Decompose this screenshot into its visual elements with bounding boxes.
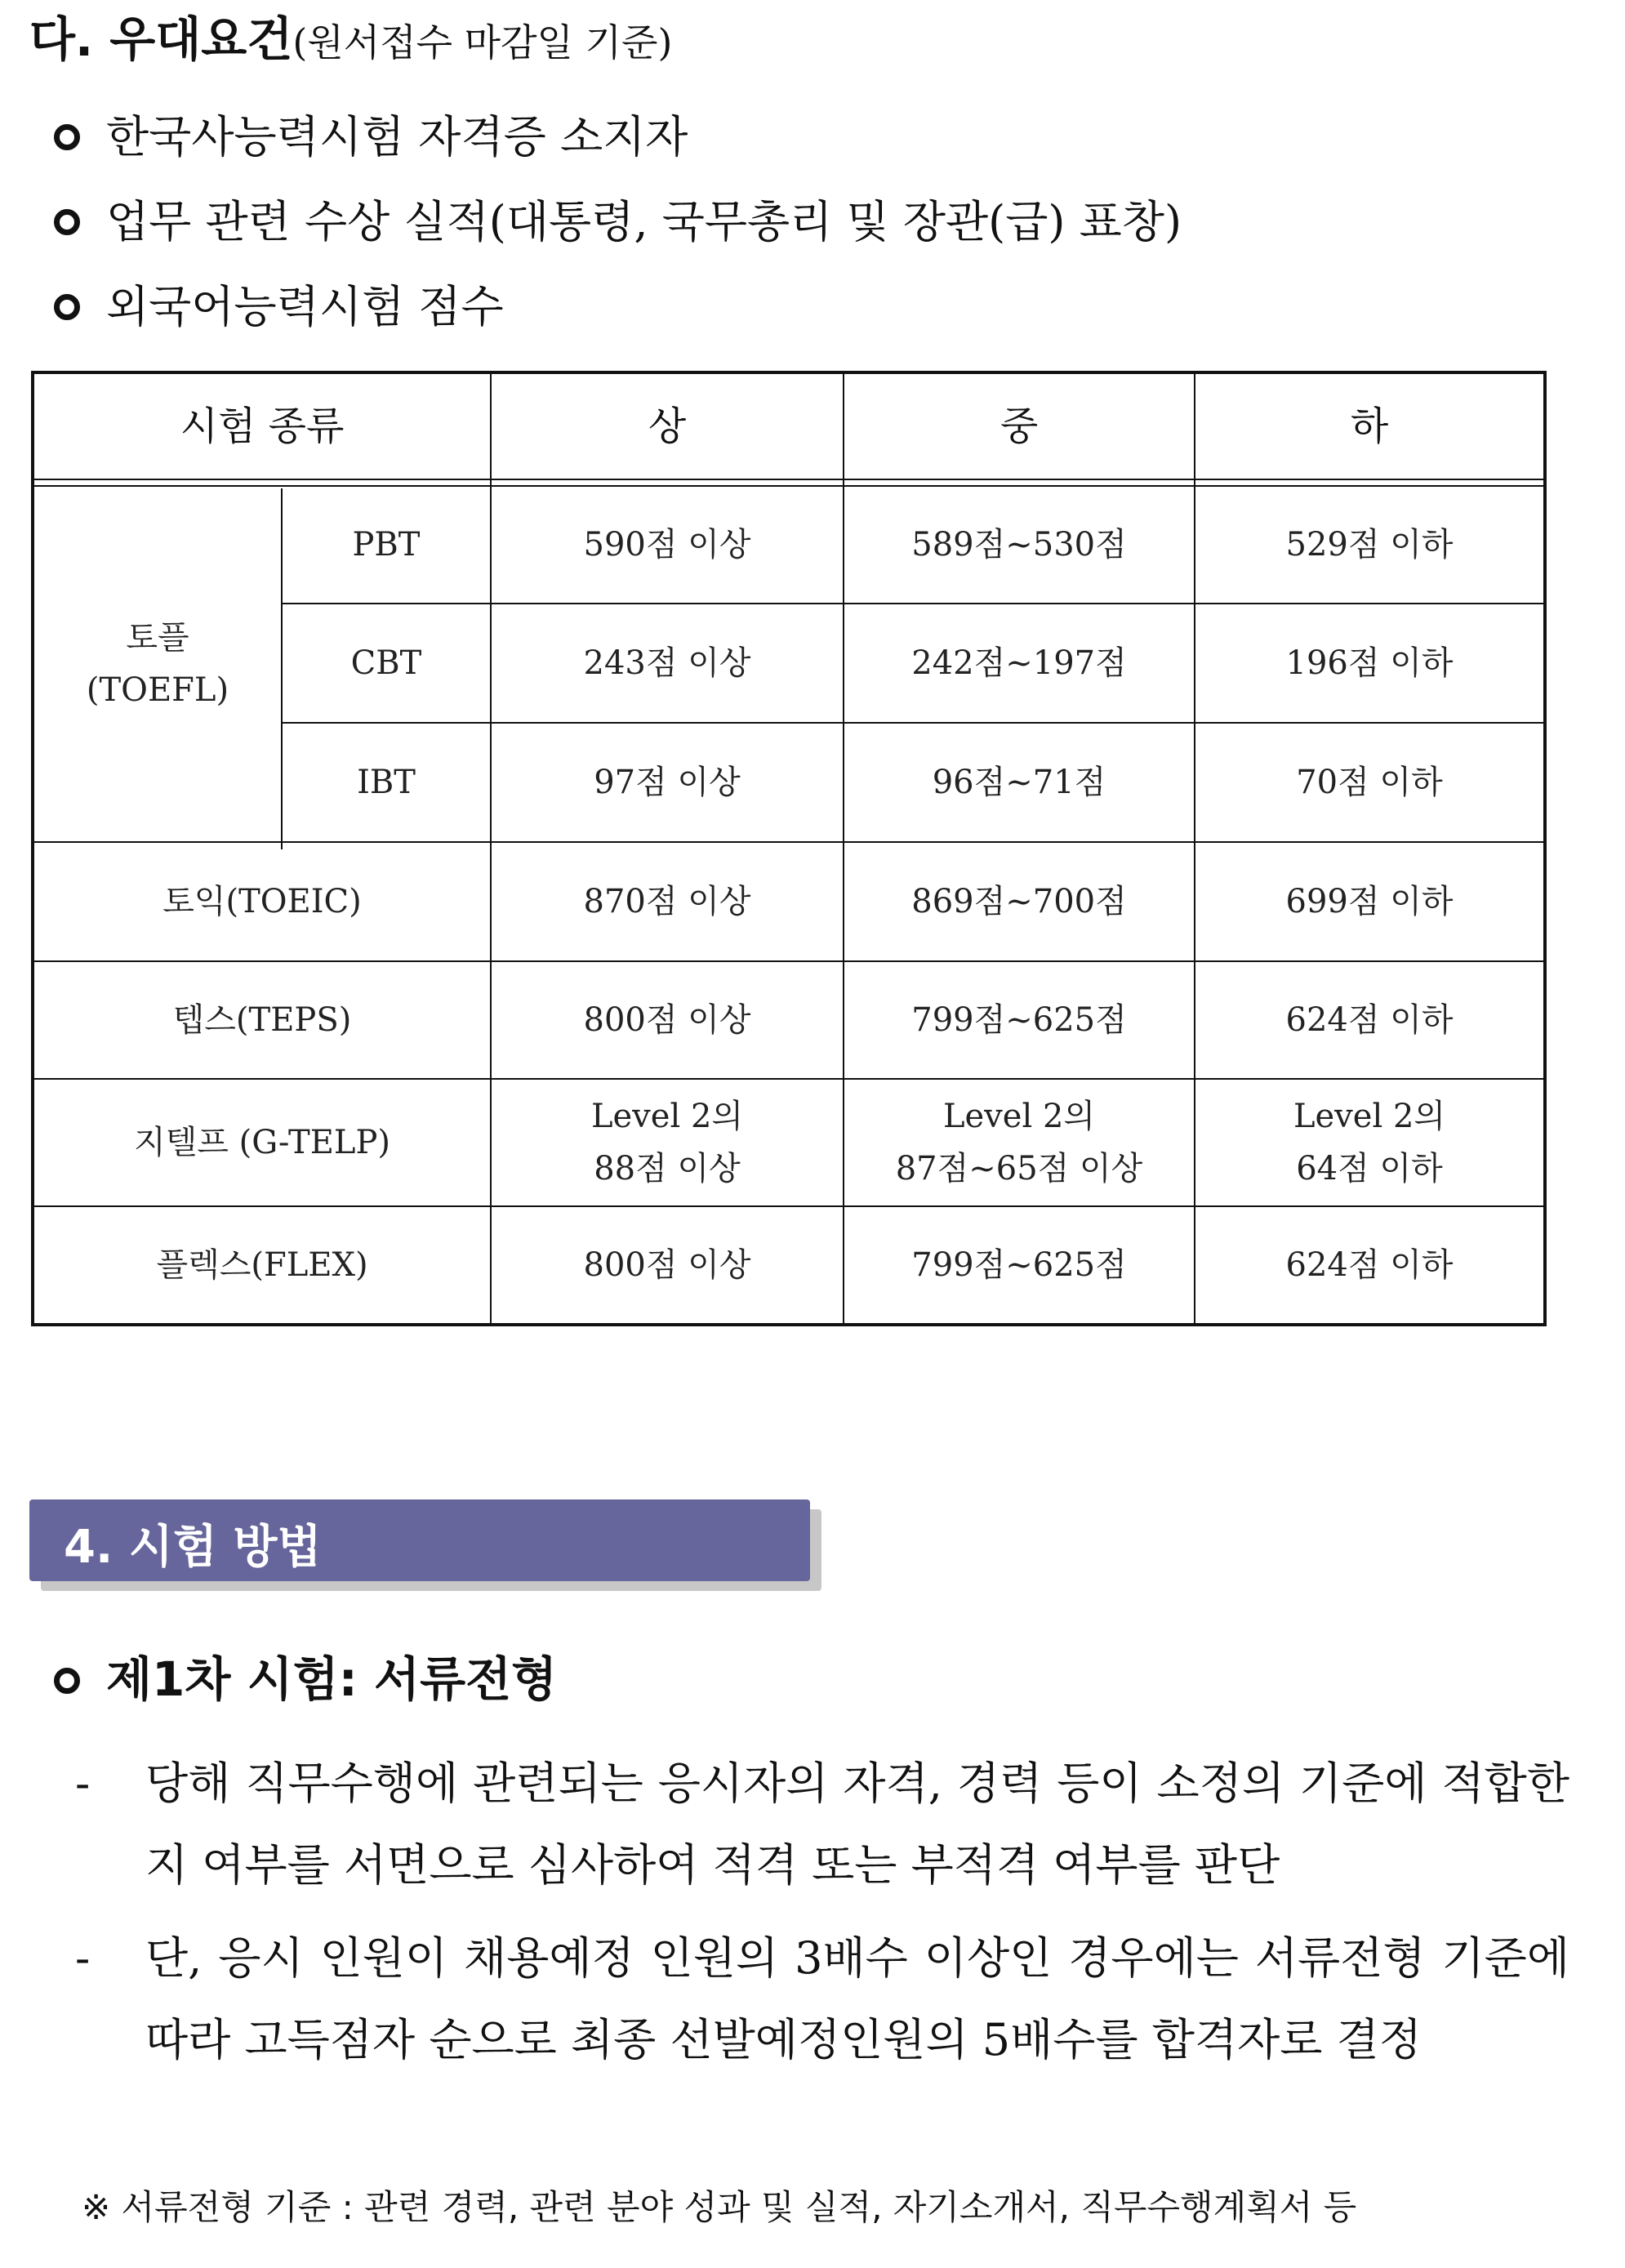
- table-cell: 799점~625점: [911, 1246, 1127, 1284]
- preference-text: 한국사능력시험 자격증 소지자: [106, 111, 688, 163]
- criteria-note: ※ 서류전형 기준 : 관련 경력, 관련 분야 성과 및 실적, 자기소개서, 직무수행계획서 등: [82, 2187, 1357, 2227]
- toefl-sub-label: CBT: [350, 644, 422, 682]
- toefl-sub-label: IBT: [357, 764, 416, 801]
- dash-marker: -: [75, 1758, 91, 1809]
- table-cell: 870점 이상: [583, 883, 751, 920]
- header-exam-type: 시험 종류: [180, 403, 345, 449]
- preference-text: 업무 관련 수상 실적(대통령, 국무총리 및 장관(급) 표창): [106, 196, 1182, 247]
- table-cell: 590점 이상: [583, 526, 751, 564]
- table-cell: 869점~700점: [911, 883, 1127, 920]
- preference-text: 외국어능력시험 점수: [106, 281, 504, 332]
- section-heading: [29, 7, 672, 75]
- stage1-heading: [54, 1646, 557, 1712]
- stage1-item: [75, 1918, 1569, 2081]
- stage1-item-text: 당해 직무수행에 관련되는 응시자의 자격, 경력 등이 소정의 기준에 적합한지 여부를 서면으로 심사하여 적격 또는 부적격 여부를 판단: [145, 1758, 1569, 1891]
- table-cell: 800점 이상: [583, 1246, 751, 1284]
- stage1-item-text: 단, 응시 인원이 채용예정 인원의 3배수 이상인 경우에는 서류전형 기준에 따라 고득점자 순으로 최종 선발예정인원의 5배수를 합격자로 결정: [145, 1932, 1569, 2065]
- exam-name: 지텔프 (G-TELP): [134, 1124, 390, 1161]
- table-cell: Level 2의 88점 이상: [590, 1098, 744, 1187]
- header-low: 하: [1350, 403, 1389, 449]
- language-score-table: [31, 371, 1547, 1326]
- table-cell: Level 2의 87점~65점 이상: [895, 1098, 1143, 1187]
- table-cell: 96점~71점: [932, 764, 1106, 801]
- table-cell: 624점 이하: [1285, 1001, 1454, 1039]
- exam-name: 플렉스(FLEX): [156, 1246, 368, 1284]
- table-cell: 800점 이상: [583, 1001, 751, 1039]
- toefl-label: 토플 (TOEFL): [86, 619, 229, 709]
- circle-bullet-icon: [54, 209, 80, 235]
- heading-title: 다. 우대요건: [29, 11, 293, 67]
- preference-item: [54, 189, 1182, 255]
- exam-name: 텝스(TEPS): [172, 1001, 352, 1039]
- circle-bullet-icon: [54, 1668, 80, 1694]
- preference-item: [54, 274, 504, 340]
- stage1-item: [75, 1743, 1569, 1906]
- section-title: 4. 시험 방법: [64, 1521, 322, 1574]
- exam-name: 토익(TOEIC): [162, 883, 362, 920]
- toefl-sub-label: PBT: [352, 526, 421, 564]
- table-cell: Level 2의 64점 이하: [1293, 1098, 1446, 1187]
- table-cell: 196점 이하: [1285, 644, 1454, 682]
- header-high: 상: [648, 403, 687, 449]
- preference-item: [54, 105, 688, 170]
- section-banner: [29, 1499, 810, 1581]
- table-cell: 97점 이상: [594, 764, 741, 801]
- dash-marker: -: [75, 1932, 91, 1984]
- table-cell: 243점 이상: [583, 644, 751, 682]
- table-cell: 70점 이하: [1296, 764, 1443, 801]
- circle-bullet-icon: [54, 124, 80, 150]
- table-cell: 242점~197점: [911, 644, 1127, 682]
- header-mid: 중: [999, 403, 1039, 449]
- table-cell: 589점~530점: [911, 526, 1127, 564]
- table-cell: 799점~625점: [911, 1001, 1127, 1039]
- stage1-title: 제1차 시험: 서류전형: [106, 1651, 558, 1707]
- heading-subtitle: (원서접수 마감일 기준): [292, 20, 673, 65]
- circle-bullet-icon: [54, 294, 80, 320]
- table-cell: 699점 이하: [1285, 883, 1454, 920]
- table-cell: 624점 이하: [1285, 1246, 1454, 1284]
- table-cell: 529점 이하: [1285, 526, 1454, 564]
